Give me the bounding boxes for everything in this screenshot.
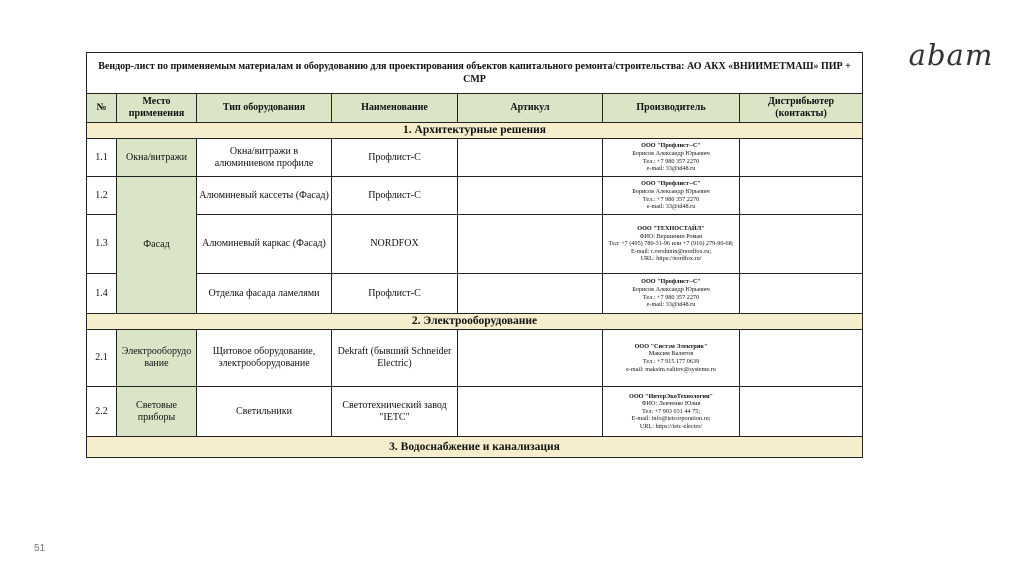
maker-line: Тел.: +7 980 357 2270: [642, 195, 700, 203]
row-maker: [603, 330, 740, 387]
maker-line: ФИО: Левченко Юлия: [641, 400, 701, 408]
maker-line: e-mail: 33@td48.ru: [646, 301, 696, 309]
row-name: Светотехнический завод "IETC": [332, 387, 458, 437]
maker-line: ФИО: Вершинин Роман: [639, 232, 703, 240]
row-maker: [603, 177, 740, 215]
maker-line: e-mail: maksim.valitov@systeme.ru: [626, 365, 716, 373]
table-row: [87, 177, 863, 215]
slide-number: 51: [34, 543, 46, 554]
table-row: [87, 330, 863, 387]
section-row: [87, 123, 863, 139]
section-title: 2. Электрооборудование: [87, 314, 863, 330]
row-distributor: [740, 177, 863, 215]
row-name: Профлист-С: [332, 139, 458, 177]
row-name: Профлист-С: [332, 274, 458, 314]
maker-line: URL: https://nordfox.ru/: [640, 255, 702, 263]
maker-line: Борисов Александр Юрьевич: [632, 187, 710, 195]
row-maker: [603, 215, 740, 274]
abam-logo: [902, 38, 1000, 80]
table-title-row: [87, 53, 863, 94]
maker-company: ООО "Профлист--С": [641, 142, 701, 150]
row-article: [458, 274, 603, 314]
row-article: [458, 387, 603, 437]
header-maker: Производитель: [603, 94, 740, 123]
maker-line: Тел: +7 903 031 44 75;: [641, 407, 701, 415]
maker-line: Борисов Александр Юрьевич: [632, 285, 710, 293]
row-name: NORDFOX: [332, 215, 458, 274]
row-num: 1.1: [87, 139, 117, 177]
row-maker: [603, 387, 740, 437]
vendor-list-table: [86, 52, 863, 458]
section-row: [87, 437, 863, 458]
row-type: Светильники: [197, 387, 332, 437]
maker-line: URL: https://ietc-electro/: [639, 422, 703, 430]
row-num: 2.1: [87, 330, 117, 387]
table-row: [87, 139, 863, 177]
maker-company: ООО "ТЕХНОСТАЙЛ": [637, 225, 705, 233]
row-distributor: [740, 387, 863, 437]
table-title: Вендор-лист по применяемым материалам и оборудованию для проектирования объектов капитального ремонта/строительства: АО АКХ «ВНИИМЕТМАШ» ПИР + СМР: [87, 53, 863, 94]
header-row: [87, 94, 863, 123]
row-distributor: [740, 330, 863, 387]
row-type: Отделка фасада ламелями: [197, 274, 332, 314]
row-type: Алюминевый каркас (Фасад): [197, 215, 332, 274]
table-row: [87, 215, 863, 274]
maker-line: E-mail: r.vershinin@nordfox.ru;: [630, 247, 712, 255]
row-place: Окна/витражи: [117, 139, 197, 177]
maker-company: ООО "Систэм Электрик": [634, 342, 708, 350]
row-num: 1.4: [87, 274, 117, 314]
maker-company: ООО "ИнтерЭкоТехнологии": [629, 392, 713, 400]
header-type: Тип оборудования: [197, 94, 332, 123]
row-place: Фасад: [117, 177, 197, 314]
maker-line: Тел.: +7 980 357 2270: [642, 157, 700, 165]
row-num: 2.2: [87, 387, 117, 437]
row-num: 1.2: [87, 177, 117, 215]
maker-line: Тел: +7 (495) 780-31-96 или +7 (916) 279-90-68;: [608, 240, 734, 248]
row-name: Dekraft (бывший Schneider Electric): [332, 330, 458, 387]
header-place: Место применения: [117, 94, 197, 123]
maker-line: e-mail: 33@td48.ru: [646, 165, 696, 173]
maker-line: Тел.: +7 915 177 0639: [642, 358, 700, 365]
logo-text: abam: [908, 38, 994, 72]
row-place: Электрооборудо вание: [117, 330, 197, 387]
row-article: [458, 177, 603, 215]
maker-line: Тел.: +7 980 357 2270: [642, 293, 700, 301]
table-row: [87, 274, 863, 314]
maker-company: ООО "Профлист--С": [641, 180, 701, 188]
maker-line: E-mail: info@ietcorporation.ru;: [631, 415, 711, 423]
row-distributor: [740, 274, 863, 314]
section-title: 1. Архитектурные решения: [87, 123, 863, 139]
row-article: [458, 139, 603, 177]
maker-company: ООО "Профлист--С": [641, 278, 701, 286]
row-article: [458, 330, 603, 387]
row-type: Алюминевый кассеты (Фасад): [197, 177, 332, 215]
vendor-list-sheet: [86, 52, 862, 468]
maker-line: e-mail: 33@td48.ru: [646, 203, 696, 211]
row-name: Профлист-С: [332, 177, 458, 215]
row-num: 1.3: [87, 215, 117, 274]
header-name: Наименование: [332, 94, 458, 123]
header-num: №: [87, 94, 117, 123]
maker-line: Максим Валитов: [648, 350, 694, 358]
row-distributor: [740, 215, 863, 274]
row-distributor: [740, 139, 863, 177]
header-distributor: Дистрибьютер (контакты): [740, 94, 863, 123]
row-place: Световые приборы: [117, 387, 197, 437]
row-maker: [603, 139, 740, 177]
table-row: [87, 387, 863, 437]
row-article: [458, 215, 603, 274]
row-type: Окна/витражи в алюминиевом профиле: [197, 139, 332, 177]
maker-line: Борисов Александр Юрьевич: [632, 149, 710, 157]
row-maker: [603, 274, 740, 314]
section-row: [87, 314, 863, 330]
header-article: Артикул: [458, 94, 603, 123]
section-title: 3. Водоснабжение и канализация: [87, 437, 863, 458]
row-type: Щитовое оборудование, электрооборудование: [197, 330, 332, 387]
